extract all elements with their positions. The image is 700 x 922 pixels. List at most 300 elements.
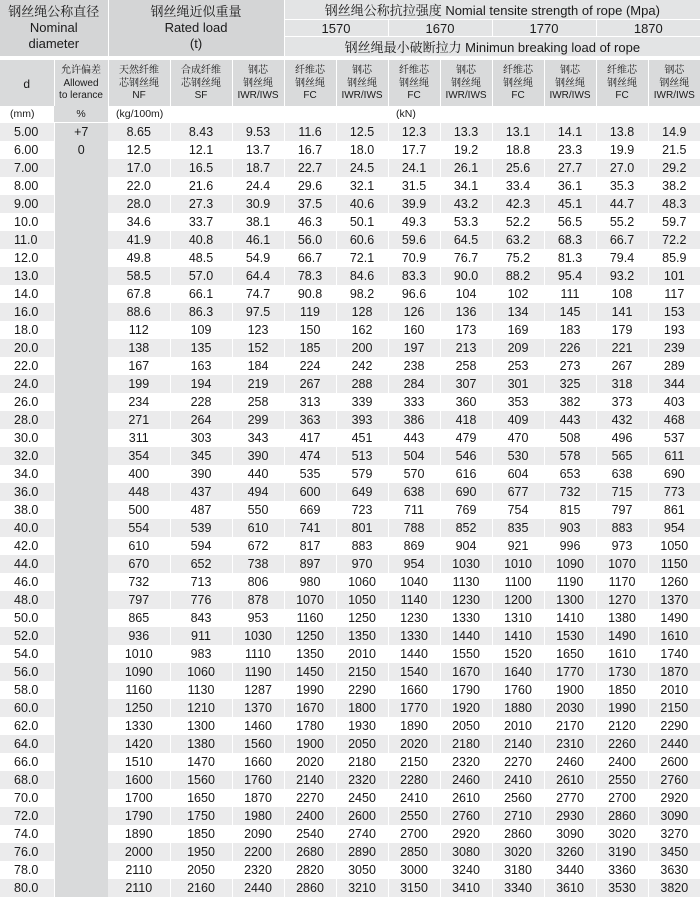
cell-iwr-1770: 111 bbox=[544, 285, 596, 303]
cell-iwr-1670: 76.7 bbox=[440, 249, 492, 267]
cell-fc-1770: 253 bbox=[492, 357, 544, 375]
cell-fc-1670: 1890 bbox=[388, 717, 440, 735]
cell-fc-1770: 2710 bbox=[492, 807, 544, 825]
table-row bbox=[0, 825, 700, 843]
cell-fc-1870: 179 bbox=[596, 321, 648, 339]
cell-fc-1870: 973 bbox=[596, 537, 648, 555]
table-row bbox=[0, 555, 700, 573]
cell-sf-weight: 33.7 bbox=[170, 213, 232, 231]
cell-fc-1870: 221 bbox=[596, 339, 648, 357]
cell-diameter: 68.0 bbox=[0, 771, 54, 789]
cell-iwr-1670: 904 bbox=[440, 537, 492, 555]
cell-nf-weight: 1790 bbox=[108, 807, 170, 825]
cell-fc-1570: 600 bbox=[284, 483, 336, 501]
cell-diameter: 9.00 bbox=[0, 195, 54, 213]
cell-sf-weight: 1750 bbox=[170, 807, 232, 825]
cell-fc-1570: 1990 bbox=[284, 681, 336, 699]
cell-tolerance bbox=[54, 267, 108, 285]
cell-sf-weight: 390 bbox=[170, 465, 232, 483]
cell-sf-weight: 135 bbox=[170, 339, 232, 357]
cell-nf-weight: 1600 bbox=[108, 771, 170, 789]
cell-tolerance bbox=[54, 501, 108, 519]
cell-iwr-1670: 360 bbox=[440, 393, 492, 411]
cell-fc-1570: 817 bbox=[284, 537, 336, 555]
sf-subheader: 合成纤维 芯钢丝绳 SF bbox=[170, 60, 232, 106]
cell-tolerance bbox=[54, 447, 108, 465]
cell-nf-weight: 28.0 bbox=[108, 195, 170, 213]
cell-diameter: 11.0 bbox=[0, 231, 54, 249]
d-subheader: d bbox=[0, 60, 54, 106]
cell-iwr-1570: 24.5 bbox=[336, 159, 388, 177]
cell-fc-1570: 2400 bbox=[284, 807, 336, 825]
cell-fc-1770: 3020 bbox=[492, 843, 544, 861]
cell-fc-1770: 2560 bbox=[492, 789, 544, 807]
cell-tolerance bbox=[54, 825, 108, 843]
table-row bbox=[0, 537, 700, 555]
cell-fc-1570: 1670 bbox=[284, 699, 336, 717]
table-row bbox=[0, 501, 700, 519]
cell-fc-1770: 1010 bbox=[492, 555, 544, 573]
cell-iwr-1670: 19.2 bbox=[440, 141, 492, 159]
cell-tolerance bbox=[54, 303, 108, 321]
cell-fc-1570: 2860 bbox=[284, 879, 336, 897]
cell-fc-1670: 3000 bbox=[388, 861, 440, 879]
cell-diameter: 62.0 bbox=[0, 717, 54, 735]
cell-nf-weight: 1510 bbox=[108, 753, 170, 771]
cell-iwr-1870: 21.5 bbox=[648, 141, 700, 159]
cell-iwr-1570: 84.6 bbox=[336, 267, 388, 285]
cell-iwr-1770: 2170 bbox=[544, 717, 596, 735]
cell-fc-1770: 1880 bbox=[492, 699, 544, 717]
cell-iwr-weight: 2200 bbox=[232, 843, 284, 861]
cell-fc-1770: 169 bbox=[492, 321, 544, 339]
cell-iwr-1870: 690 bbox=[648, 465, 700, 483]
cell-fc-1670: 954 bbox=[388, 555, 440, 573]
cell-sf-weight: 8.43 bbox=[170, 123, 232, 142]
cell-iwr-1570: 98.2 bbox=[336, 285, 388, 303]
cell-iwr-1870: 3090 bbox=[648, 807, 700, 825]
cell-fc-1770: 470 bbox=[492, 429, 544, 447]
cell-iwr-1670: 2320 bbox=[440, 753, 492, 771]
cell-nf-weight: 167 bbox=[108, 357, 170, 375]
cell-iwr-1570: 18.0 bbox=[336, 141, 388, 159]
cell-fc-1570: 2270 bbox=[284, 789, 336, 807]
cell-diameter: 38.0 bbox=[0, 501, 54, 519]
cell-iwr-1570: 2150 bbox=[336, 663, 388, 681]
cell-sf-weight: 1210 bbox=[170, 699, 232, 717]
cell-fc-1870: 373 bbox=[596, 393, 648, 411]
cell-diameter: 58.0 bbox=[0, 681, 54, 699]
cell-iwr-weight: 9.53 bbox=[232, 123, 284, 142]
cell-iwr-1870: 289 bbox=[648, 357, 700, 375]
diameter-header bbox=[0, 0, 108, 57]
cell-sf-weight: 2160 bbox=[170, 879, 232, 897]
fc-subheader-1670: 纤维芯 钢丝绳 FC bbox=[388, 60, 440, 106]
cell-fc-1570: 1250 bbox=[284, 627, 336, 645]
cell-fc-1870: 883 bbox=[596, 519, 648, 537]
cell-diameter: 64.0 bbox=[0, 735, 54, 753]
table-row bbox=[0, 321, 700, 339]
cell-iwr-1870: 1740 bbox=[648, 645, 700, 663]
cell-iwr-1570: 2290 bbox=[336, 681, 388, 699]
cell-fc-1770: 1200 bbox=[492, 591, 544, 609]
cell-fc-1770: 2410 bbox=[492, 771, 544, 789]
cell-iwr-1670: 3080 bbox=[440, 843, 492, 861]
cell-iwr-1770: 815 bbox=[544, 501, 596, 519]
cell-iwr-1770: 1650 bbox=[544, 645, 596, 663]
table-row bbox=[0, 609, 700, 627]
cell-fc-1570: 267 bbox=[284, 375, 336, 393]
cell-nf-weight: 670 bbox=[108, 555, 170, 573]
cell-nf-weight: 2110 bbox=[108, 861, 170, 879]
cell-fc-1670: 39.9 bbox=[388, 195, 440, 213]
cell-nf-weight: 500 bbox=[108, 501, 170, 519]
cell-iwr-1670: 1230 bbox=[440, 591, 492, 609]
cell-fc-1770: 63.2 bbox=[492, 231, 544, 249]
cell-tolerance bbox=[54, 735, 108, 753]
cell-iwr-1770: 1530 bbox=[544, 627, 596, 645]
cell-iwr-1670: 690 bbox=[440, 483, 492, 501]
table-row bbox=[0, 807, 700, 825]
cell-iwr-1870: 611 bbox=[648, 447, 700, 465]
cell-fc-1670: 1770 bbox=[388, 699, 440, 717]
weight-header-en2: (t) bbox=[189, 36, 203, 51]
diameter-header-cn: 钢丝绳公称直径 bbox=[8, 4, 100, 19]
cell-fc-1570: 669 bbox=[284, 501, 336, 519]
table-row bbox=[0, 483, 700, 501]
cell-iwr-weight: 54.9 bbox=[232, 249, 284, 267]
cell-sf-weight: 539 bbox=[170, 519, 232, 537]
cell-fc-1770: 1640 bbox=[492, 663, 544, 681]
cell-iwr-1870: 1370 bbox=[648, 591, 700, 609]
cell-iwr-1670: 213 bbox=[440, 339, 492, 357]
cell-diameter: 44.0 bbox=[0, 555, 54, 573]
cell-fc-1570: 22.7 bbox=[284, 159, 336, 177]
cell-iwr-weight: 1460 bbox=[232, 717, 284, 735]
cell-tolerance bbox=[54, 753, 108, 771]
cell-sf-weight: 27.3 bbox=[170, 195, 232, 213]
cell-tolerance bbox=[54, 645, 108, 663]
cell-iwr-1670: 1130 bbox=[440, 573, 492, 591]
cell-iwr-weight: 1980 bbox=[232, 807, 284, 825]
cell-iwr-1670: 2920 bbox=[440, 825, 492, 843]
cell-fc-1870: 638 bbox=[596, 465, 648, 483]
cell-diameter: 32.0 bbox=[0, 447, 54, 465]
cell-tolerance bbox=[54, 789, 108, 807]
cell-fc-1670: 1330 bbox=[388, 627, 440, 645]
cell-fc-1670: 2850 bbox=[388, 843, 440, 861]
cell-sf-weight: 1560 bbox=[170, 771, 232, 789]
cell-iwr-weight: 13.7 bbox=[232, 141, 284, 159]
cell-diameter: 34.0 bbox=[0, 465, 54, 483]
cell-sf-weight: 487 bbox=[170, 501, 232, 519]
cell-sf-weight: 1060 bbox=[170, 663, 232, 681]
table-row bbox=[0, 879, 700, 897]
cell-iwr-1870: 2760 bbox=[648, 771, 700, 789]
cell-fc-1870: 3190 bbox=[596, 843, 648, 861]
table-row bbox=[0, 177, 700, 195]
cell-fc-1570: 2020 bbox=[284, 753, 336, 771]
cell-nf-weight: 199 bbox=[108, 375, 170, 393]
fc-subheader-1570: 纤维芯 钢丝绳 FC bbox=[284, 60, 336, 106]
cell-iwr-weight: 1030 bbox=[232, 627, 284, 645]
cell-fc-1870: 55.2 bbox=[596, 213, 648, 231]
cell-nf-weight: 1330 bbox=[108, 717, 170, 735]
cell-iwr-1870: 117 bbox=[648, 285, 700, 303]
cell-fc-1570: 16.7 bbox=[284, 141, 336, 159]
cell-fc-1570: 741 bbox=[284, 519, 336, 537]
cell-fc-1570: 2140 bbox=[284, 771, 336, 789]
cell-iwr-1870: 2010 bbox=[648, 681, 700, 699]
cell-iwr-1670: 1330 bbox=[440, 609, 492, 627]
cell-iwr-1870: 29.2 bbox=[648, 159, 700, 177]
cell-fc-1870: 79.4 bbox=[596, 249, 648, 267]
cell-fc-1670: 2020 bbox=[388, 735, 440, 753]
cell-iwr-1570: 1250 bbox=[336, 609, 388, 627]
cell-fc-1570: 66.7 bbox=[284, 249, 336, 267]
cell-fc-1770: 42.3 bbox=[492, 195, 544, 213]
cell-iwr-1770: 2030 bbox=[544, 699, 596, 717]
cell-fc-1570: 2820 bbox=[284, 861, 336, 879]
cell-iwr-1770: 1190 bbox=[544, 573, 596, 591]
cell-iwr-1870: 2920 bbox=[648, 789, 700, 807]
cell-nf-weight: 88.6 bbox=[108, 303, 170, 321]
cell-diameter: 26.0 bbox=[0, 393, 54, 411]
cell-fc-1770: 409 bbox=[492, 411, 544, 429]
cell-fc-1670: 160 bbox=[388, 321, 440, 339]
cell-fc-1870: 318 bbox=[596, 375, 648, 393]
cell-fc-1670: 638 bbox=[388, 483, 440, 501]
cell-fc-1670: 788 bbox=[388, 519, 440, 537]
cell-iwr-1870: 1490 bbox=[648, 609, 700, 627]
cell-tolerance bbox=[54, 717, 108, 735]
cell-iwr-1570: 2740 bbox=[336, 825, 388, 843]
cell-iwr-1870: 101 bbox=[648, 267, 700, 285]
cell-iwr-1870: 3450 bbox=[648, 843, 700, 861]
cell-iwr-1870: 344 bbox=[648, 375, 700, 393]
cell-fc-1570: 1900 bbox=[284, 735, 336, 753]
cell-sf-weight: 1470 bbox=[170, 753, 232, 771]
cell-tolerance bbox=[54, 555, 108, 573]
cell-fc-1670: 711 bbox=[388, 501, 440, 519]
cell-fc-1670: 2150 bbox=[388, 753, 440, 771]
cell-fc-1570: 37.5 bbox=[284, 195, 336, 213]
cell-iwr-weight: 30.9 bbox=[232, 195, 284, 213]
cell-nf-weight: 1160 bbox=[108, 681, 170, 699]
table-row bbox=[0, 375, 700, 393]
cell-iwr-1870: 954 bbox=[648, 519, 700, 537]
cell-sf-weight: 2050 bbox=[170, 861, 232, 879]
cell-iwr-1670: 34.1 bbox=[440, 177, 492, 195]
cell-iwr-1570: 242 bbox=[336, 357, 388, 375]
cell-fc-1870: 496 bbox=[596, 429, 648, 447]
table-row bbox=[0, 447, 700, 465]
cell-sf-weight: 16.5 bbox=[170, 159, 232, 177]
cell-sf-weight: 57.0 bbox=[170, 267, 232, 285]
cell-iwr-1770: 68.3 bbox=[544, 231, 596, 249]
cell-iwr-weight: 38.1 bbox=[232, 213, 284, 231]
cell-iwr-1570: 2180 bbox=[336, 753, 388, 771]
cell-fc-1670: 24.1 bbox=[388, 159, 440, 177]
cell-tolerance bbox=[54, 591, 108, 609]
cell-iwr-1770: 903 bbox=[544, 519, 596, 537]
cell-sf-weight: 345 bbox=[170, 447, 232, 465]
cell-sf-weight: 163 bbox=[170, 357, 232, 375]
table-row bbox=[0, 591, 700, 609]
cell-nf-weight: 1890 bbox=[108, 825, 170, 843]
table-row bbox=[0, 753, 700, 771]
cell-iwr-weight: 806 bbox=[232, 573, 284, 591]
cell-iwr-1670: 64.5 bbox=[440, 231, 492, 249]
cell-nf-weight: 41.9 bbox=[108, 231, 170, 249]
cell-fc-1670: 1540 bbox=[388, 663, 440, 681]
cell-nf-weight: 34.6 bbox=[108, 213, 170, 231]
cell-diameter: 12.0 bbox=[0, 249, 54, 267]
cell-iwr-1570: 200 bbox=[336, 339, 388, 357]
cell-fc-1570: 150 bbox=[284, 321, 336, 339]
cell-iwr-weight: 258 bbox=[232, 393, 284, 411]
cell-sf-weight: 40.8 bbox=[170, 231, 232, 249]
table-row bbox=[0, 681, 700, 699]
fc-subheader-1770: 纤维芯 钢丝绳 FC bbox=[492, 60, 544, 106]
cell-iwr-1770: 1410 bbox=[544, 609, 596, 627]
cell-iwr-1670: 1920 bbox=[440, 699, 492, 717]
data-rows bbox=[0, 123, 700, 898]
cell-diameter: 36.0 bbox=[0, 483, 54, 501]
cell-fc-1870: 141 bbox=[596, 303, 648, 321]
cell-tolerance bbox=[54, 519, 108, 537]
iwr-subheader-1670: 钢芯 钢丝绳 IWR/IWS bbox=[440, 60, 492, 106]
cell-iwr-weight: 440 bbox=[232, 465, 284, 483]
cell-fc-1870: 1990 bbox=[596, 699, 648, 717]
table-row bbox=[0, 339, 700, 357]
cell-iwr-1570: 12.5 bbox=[336, 123, 388, 142]
cell-iwr-1670: 1030 bbox=[440, 555, 492, 573]
cell-iwr-weight: 74.7 bbox=[232, 285, 284, 303]
cell-fc-1870: 565 bbox=[596, 447, 648, 465]
cell-iwr-1570: 128 bbox=[336, 303, 388, 321]
cell-iwr-1770: 996 bbox=[544, 537, 596, 555]
cell-diameter: 48.0 bbox=[0, 591, 54, 609]
cell-diameter: 8.00 bbox=[0, 177, 54, 195]
table-row bbox=[0, 285, 700, 303]
cell-fc-1670: 333 bbox=[388, 393, 440, 411]
iwr-subheader-1570: 钢芯 钢丝绳 IWR/IWS bbox=[336, 60, 388, 106]
cell-tolerance bbox=[54, 483, 108, 501]
cell-iwr-weight: 610 bbox=[232, 519, 284, 537]
cell-tolerance: 0 bbox=[54, 141, 108, 159]
cell-iwr-1770: 45.1 bbox=[544, 195, 596, 213]
cell-fc-1670: 17.7 bbox=[388, 141, 440, 159]
cell-iwr-1670: 1440 bbox=[440, 627, 492, 645]
cell-nf-weight: 610 bbox=[108, 537, 170, 555]
cell-tolerance: +7 bbox=[54, 123, 108, 142]
cell-fc-1670: 96.6 bbox=[388, 285, 440, 303]
cell-sf-weight: 1650 bbox=[170, 789, 232, 807]
cell-fc-1670: 126 bbox=[388, 303, 440, 321]
grade-1570: 1570 bbox=[284, 20, 388, 37]
cell-fc-1770: 25.6 bbox=[492, 159, 544, 177]
cell-fc-1770: 13.1 bbox=[492, 123, 544, 142]
cell-fc-1870: 1610 bbox=[596, 645, 648, 663]
cell-iwr-1870: 38.2 bbox=[648, 177, 700, 195]
cell-fc-1570: 1350 bbox=[284, 645, 336, 663]
cell-diameter: 42.0 bbox=[0, 537, 54, 555]
cell-iwr-1570: 801 bbox=[336, 519, 388, 537]
cell-fc-1670: 2410 bbox=[388, 789, 440, 807]
cell-diameter: 70.0 bbox=[0, 789, 54, 807]
cell-fc-1670: 1660 bbox=[388, 681, 440, 699]
cell-iwr-1570: 288 bbox=[336, 375, 388, 393]
cell-fc-1770: 1520 bbox=[492, 645, 544, 663]
table-row bbox=[0, 519, 700, 537]
cell-diameter: 18.0 bbox=[0, 321, 54, 339]
cell-fc-1670: 1440 bbox=[388, 645, 440, 663]
cell-fc-1870: 432 bbox=[596, 411, 648, 429]
cell-fc-1870: 44.7 bbox=[596, 195, 648, 213]
cell-iwr-1870: 1150 bbox=[648, 555, 700, 573]
cell-fc-1670: 570 bbox=[388, 465, 440, 483]
cell-iwr-1670: 13.3 bbox=[440, 123, 492, 142]
cell-iwr-weight: 1660 bbox=[232, 753, 284, 771]
cell-nf-weight: 1250 bbox=[108, 699, 170, 717]
cell-fc-1570: 1450 bbox=[284, 663, 336, 681]
table-row bbox=[0, 303, 700, 321]
cell-iwr-1770: 2770 bbox=[544, 789, 596, 807]
cell-iwr-1570: 393 bbox=[336, 411, 388, 429]
cell-sf-weight: 1950 bbox=[170, 843, 232, 861]
cell-iwr-1670: 2050 bbox=[440, 717, 492, 735]
cell-fc-1570: 224 bbox=[284, 357, 336, 375]
cell-fc-1570: 897 bbox=[284, 555, 336, 573]
unit-kn: (kN) bbox=[396, 108, 416, 121]
cell-iwr-weight: 24.4 bbox=[232, 177, 284, 195]
cell-iwr-1570: 72.1 bbox=[336, 249, 388, 267]
cell-iwr-1770: 2310 bbox=[544, 735, 596, 753]
cell-iwr-1670: 43.2 bbox=[440, 195, 492, 213]
weight-header bbox=[108, 0, 284, 57]
cell-iwr-1870: 239 bbox=[648, 339, 700, 357]
cell-nf-weight: 732 bbox=[108, 573, 170, 591]
cell-diameter: 30.0 bbox=[0, 429, 54, 447]
cell-iwr-1570: 162 bbox=[336, 321, 388, 339]
cell-fc-1770: 1410 bbox=[492, 627, 544, 645]
breaking-load-header: 钢丝绳最小破断拉力 Minimun breaking load of rope bbox=[284, 37, 700, 57]
cell-fc-1670: 869 bbox=[388, 537, 440, 555]
cell-diameter: 74.0 bbox=[0, 825, 54, 843]
cell-iwr-1670: 2460 bbox=[440, 771, 492, 789]
cell-iwr-1770: 325 bbox=[544, 375, 596, 393]
cell-iwr-weight: 738 bbox=[232, 555, 284, 573]
cell-diameter: 6.00 bbox=[0, 141, 54, 159]
iwr-subheader: 钢芯 钢丝绳 IWR/IWS bbox=[232, 60, 284, 106]
cell-nf-weight: 936 bbox=[108, 627, 170, 645]
cell-iwr-1770: 27.7 bbox=[544, 159, 596, 177]
cell-nf-weight: 271 bbox=[108, 411, 170, 429]
cell-iwr-1770: 732 bbox=[544, 483, 596, 501]
cell-nf-weight: 354 bbox=[108, 447, 170, 465]
cell-fc-1570: 980 bbox=[284, 573, 336, 591]
cell-sf-weight: 1850 bbox=[170, 825, 232, 843]
cell-sf-weight: 21.6 bbox=[170, 177, 232, 195]
cell-iwr-weight: 1287 bbox=[232, 681, 284, 699]
cell-iwr-1770: 3610 bbox=[544, 879, 596, 897]
cell-tolerance bbox=[54, 699, 108, 717]
cell-iwr-1770: 2610 bbox=[544, 771, 596, 789]
cell-iwr-1570: 2890 bbox=[336, 843, 388, 861]
cell-fc-1770: 102 bbox=[492, 285, 544, 303]
cell-iwr-1570: 3050 bbox=[336, 861, 388, 879]
